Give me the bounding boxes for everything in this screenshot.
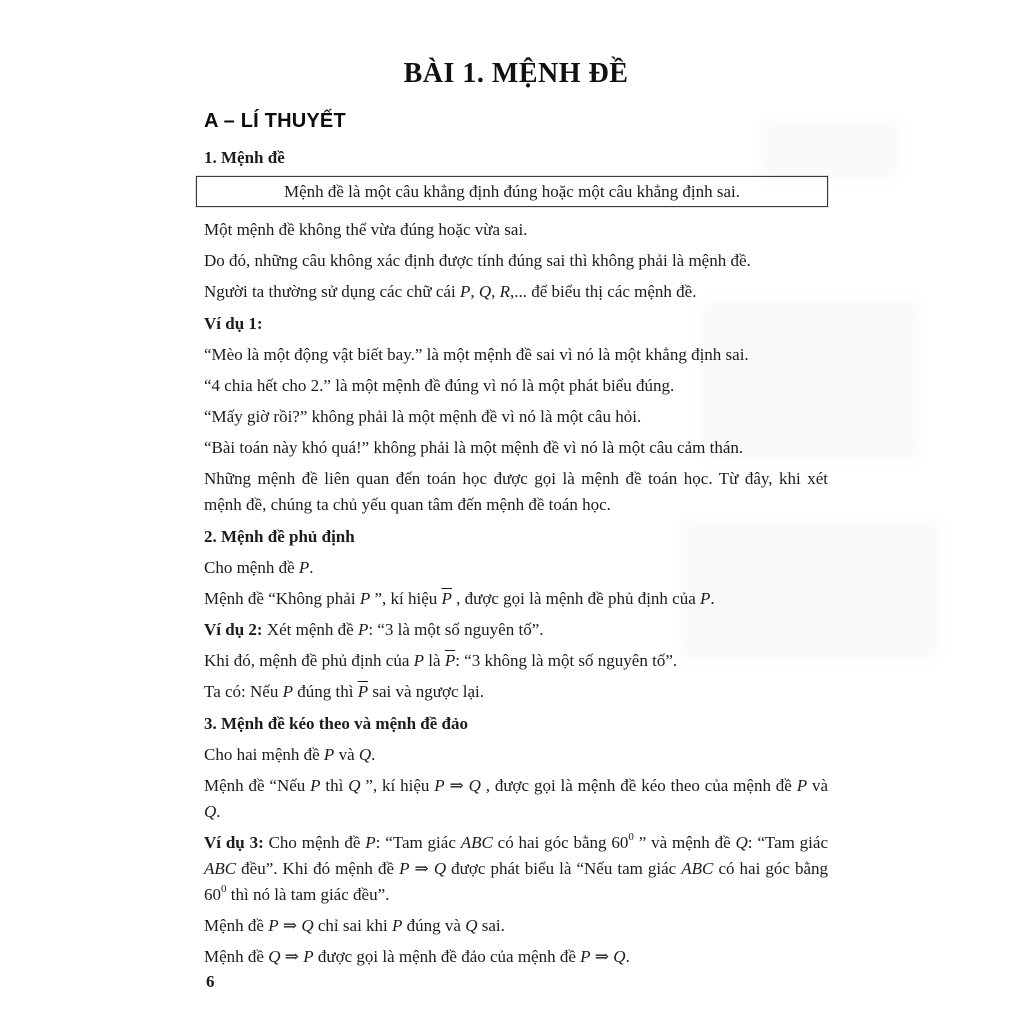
text-segment-i: P <box>303 947 314 966</box>
text-segment: ”, kí hiệu <box>370 589 442 608</box>
text-segment: và <box>334 745 359 764</box>
text-segment: ⇒ <box>409 859 434 878</box>
text-segment: ” và mệnh đề <box>633 833 736 852</box>
text-segment: : “Tam giác <box>747 833 829 852</box>
text-segment: . <box>371 745 376 764</box>
text-segment: thì <box>320 776 349 795</box>
text-segment: Cho hai mệnh đề <box>204 745 324 764</box>
text-segment-i: P <box>700 589 711 608</box>
text-segment: đúng thì <box>292 682 358 701</box>
text-segment: ⇒ <box>278 916 302 935</box>
paragraph <box>204 830 828 908</box>
text-segment-sup: 0 <box>221 883 227 896</box>
text-segment: . <box>216 802 221 821</box>
page-number: 6 <box>206 972 215 991</box>
text-segment: chỉ sai khi <box>313 916 393 935</box>
text-segment: , được gọi là mệnh đề kéo theo của mệnh đề <box>480 776 797 795</box>
paragraph <box>204 373 828 399</box>
text-segment: Xét mệnh đề <box>262 620 358 639</box>
text-segment-b: Ví dụ 2: <box>204 620 263 639</box>
text-segment: đều”. Khi đó mệnh đề <box>236 859 400 878</box>
text-segment-b: 2. Mệnh đề phủ định <box>204 527 355 546</box>
text-segment: được gọi là mệnh đề đảo của mệnh đề <box>313 947 581 966</box>
definition-box <box>196 176 828 207</box>
text-segment-i: Q <box>348 776 361 795</box>
text-segment-i: P <box>357 620 369 639</box>
text-segment: Mệnh đề “Nếu <box>204 776 311 795</box>
text-segment: . <box>710 589 715 608</box>
text-segment-ov: $\overline{P}$ <box>441 589 452 608</box>
text-segment: Mệnh đề <box>204 947 269 966</box>
text-segment: “Mấy giờ rồi?” không phải là một mệnh đề vì nó là một câu hỏi. <box>204 407 642 426</box>
text-segment-i: P <box>459 282 471 301</box>
text-segment: Người ta thường sử dụng các chữ cái <box>204 282 460 301</box>
text-segment-i: P <box>434 776 445 795</box>
text-segment-i: P <box>580 947 591 966</box>
subsection-heading <box>204 711 828 737</box>
paragraph <box>204 648 828 674</box>
text-segment-i: P <box>399 859 410 878</box>
lesson-content <box>204 145 828 970</box>
text-segment-i: R <box>499 282 511 301</box>
text-segment: có hai góc bằng 60 <box>492 833 629 852</box>
lesson-title: BÀI 1. MỆNH ĐỀ <box>403 58 629 89</box>
text-segment-ov: $\overline{P}$ <box>444 651 456 670</box>
text-segment: và <box>807 776 828 795</box>
text-segment-i: ABC <box>681 859 714 878</box>
text-segment: “Mèo là một động vật biết bay.” là một mệnh đề sai vì nó là một khẳng định sai. <box>204 345 749 364</box>
paragraph <box>204 944 828 970</box>
paragraph <box>204 586 828 612</box>
paragraph <box>204 404 828 430</box>
paragraph <box>204 466 828 518</box>
text-segment: ”, kí hiệu <box>360 776 435 795</box>
text-segment: Do đó, những câu không xác định được tính đúng sai thì không phải là mệnh đề. <box>204 251 751 270</box>
text-segment-i: P <box>310 776 321 795</box>
paragraph <box>204 217 828 243</box>
text-segment-b: 1. Mệnh đề <box>204 148 285 167</box>
text-segment: : “Tam giác <box>375 833 461 852</box>
text-segment: thì nó là tam giác đều”. <box>226 885 390 904</box>
text-segment: . <box>625 947 630 966</box>
paragraph <box>204 742 828 768</box>
text-segment-i: ABC <box>204 859 237 878</box>
text-segment-i: Q <box>735 833 748 852</box>
text-segment: “4 chia hết cho 2.” là một mệnh đề đúng vì nó là một phát biểu đúng. <box>204 376 675 395</box>
text-segment-i: Q <box>268 947 281 966</box>
text-segment: Khi đó, mệnh đề phủ định của <box>204 651 414 670</box>
text-segment: “Bài toán này khó quá!” không phải là một mệnh đề vì nó là một câu cảm thán. <box>204 438 744 457</box>
text-segment-i: Q <box>433 859 447 878</box>
text-segment-i: Q <box>613 947 626 966</box>
text-segment-i: P <box>413 651 425 670</box>
text-segment-i: ABC <box>460 833 493 852</box>
text-segment: đúng và <box>402 916 466 935</box>
text-segment-i: P <box>359 589 371 608</box>
text-segment: ⇒ <box>590 947 614 966</box>
section-a-heading: A – LÍ THUYẾT <box>204 110 346 132</box>
text-segment: có hai góc bằng 60 <box>204 859 829 904</box>
paragraph <box>204 913 828 939</box>
paragraph <box>204 617 828 643</box>
text-segment-i: Q <box>478 282 492 301</box>
text-segment-b: 3. Mệnh đề kéo theo và mệnh đề đảo <box>204 714 468 733</box>
text-segment-i: P <box>268 916 279 935</box>
text-segment: sai và ngược lại. <box>368 682 484 701</box>
text-segment-i: Q <box>358 745 372 764</box>
text-segment-i: P <box>282 682 293 701</box>
text-segment-i: P <box>365 833 376 852</box>
text-segment: , <box>470 282 479 301</box>
paragraph <box>204 679 828 705</box>
text-segment-i: P <box>796 776 808 795</box>
text-segment-i: Q <box>468 776 481 795</box>
text-segment: . <box>309 558 314 577</box>
text-segment-sup: 0 <box>628 831 634 844</box>
text-segment-ov: $\overline{P}$ <box>357 682 369 701</box>
text-segment: Một mệnh đề không thể vừa đúng hoặc vừa sai. <box>204 220 528 239</box>
text-segment: Mệnh đề <box>204 916 269 935</box>
text-column <box>204 58 828 975</box>
text-segment: , <box>491 282 500 301</box>
paragraph <box>204 435 828 461</box>
text-segment: Cho mệnh đề <box>204 558 299 577</box>
text-segment: Những mệnh đề liên quan đến toán học được gọi là mệnh đề toán học. Từ đây, khi xét mệnh đề, chúng ta chủ yếu quan tâm đến mệnh đề toán học. <box>204 469 828 514</box>
paragraph <box>204 773 828 825</box>
paragraph <box>204 555 828 581</box>
text-segment-i: Q <box>204 802 217 821</box>
text-segment: ⇒ <box>444 776 469 795</box>
text-segment: Mệnh đề là một câu khẳng định đúng hoặc một câu khẳng định sai. <box>283 182 741 201</box>
subsection-heading <box>204 145 828 171</box>
paragraph <box>204 279 828 305</box>
text-segment: được phát biểu là “Nếu tam giác <box>446 859 682 878</box>
subsection-heading <box>204 524 828 550</box>
text-segment-b: Ví dụ 3: <box>204 833 264 852</box>
text-segment-b: Ví dụ 1: <box>204 314 263 333</box>
paragraph <box>204 342 828 368</box>
paragraph <box>204 248 828 274</box>
text-segment: là <box>424 651 445 670</box>
text-segment-i: P <box>323 745 335 764</box>
text-segment: , được gọi là mệnh đề phủ định của <box>451 589 701 608</box>
text-segment: sai. <box>477 916 505 935</box>
text-segment: Cho mệnh đề <box>263 833 366 852</box>
text-segment: : “3 là một số nguyên tố”. <box>368 620 544 639</box>
text-segment: : “3 không là một số nguyên tố”. <box>455 651 678 670</box>
text-segment-i: Q <box>465 916 478 935</box>
text-segment: ,... để biểu thị các mệnh đề. <box>510 282 697 301</box>
text-segment-i: Q <box>301 916 314 935</box>
text-segment: Ta có: Nếu <box>204 682 283 701</box>
text-segment-i: P <box>392 916 403 935</box>
subsection-heading <box>204 311 828 337</box>
text-segment: ⇒ <box>280 947 304 966</box>
text-segment: Mệnh đề “Không phải <box>204 589 360 608</box>
text-segment-i: P <box>298 558 310 577</box>
